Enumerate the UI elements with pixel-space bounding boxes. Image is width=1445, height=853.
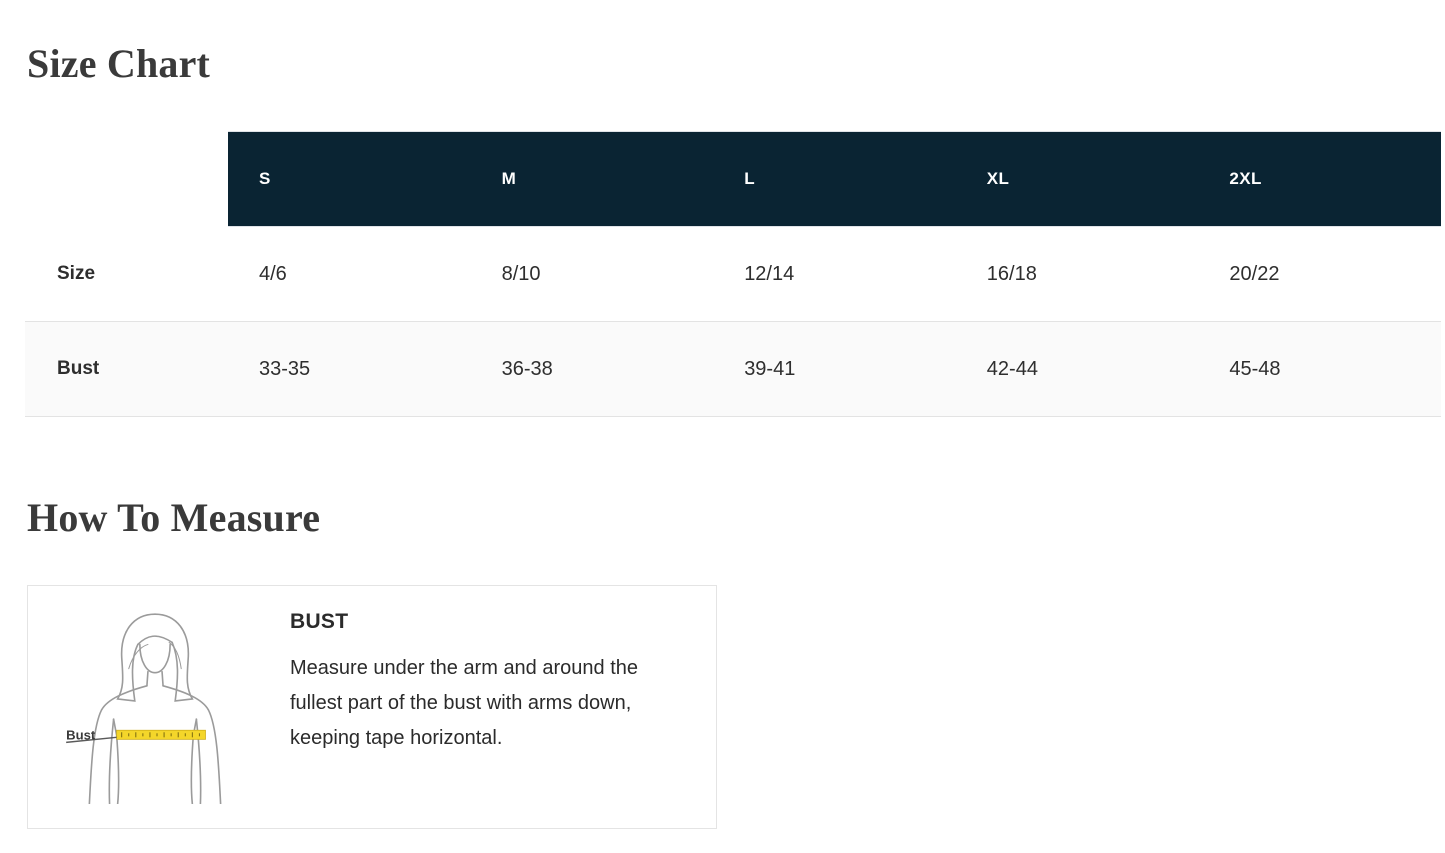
illustration-bust-label: Bust <box>66 727 96 743</box>
size-table-header-m: M <box>471 131 714 227</box>
measure-card-text <box>268 586 693 756</box>
measure-illustration <box>28 586 268 809</box>
bust-value-s: 33-35 <box>259 357 311 380</box>
tape-measure-icon <box>117 730 206 739</box>
woman-figure-illustration <box>50 602 262 804</box>
bust-value-l: 39-41 <box>744 357 796 380</box>
size-chart-title: Size Chart <box>27 41 211 86</box>
size-table <box>25 131 1441 417</box>
size-value-2xl: 20/22 <box>1229 262 1280 285</box>
row-label-bust: Bust <box>57 358 100 379</box>
bust-measure-card <box>27 585 717 829</box>
row-label-size: Size <box>57 263 96 284</box>
size-value-s: 4/6 <box>259 262 287 285</box>
size-table-header-2xl: 2XL <box>1198 131 1441 227</box>
size-table-header-s: S <box>228 131 471 227</box>
how-to-measure-title: How To Measure <box>27 495 321 540</box>
size-value-m: 8/10 <box>501 262 541 285</box>
size-table-header-empty-cell <box>25 131 228 227</box>
size-table-header-row <box>25 131 1441 227</box>
size-table-header-xl: XL <box>956 131 1199 227</box>
size-table-header-l: L <box>713 131 956 227</box>
measure-card-heading: BUST <box>290 610 349 633</box>
table-row-bust <box>25 322 1441 417</box>
measure-card-description: Measure under the arm and around the fullest part of the bust with arms down, keeping tape horizontal. <box>290 657 638 749</box>
bust-value-xl: 42-44 <box>986 357 1038 380</box>
bust-value-2xl: 45-48 <box>1229 357 1281 380</box>
bust-value-m: 36-38 <box>501 357 553 380</box>
size-value-l: 12/14 <box>744 262 795 285</box>
table-row-size <box>25 227 1441 322</box>
size-value-xl: 16/18 <box>986 262 1037 285</box>
